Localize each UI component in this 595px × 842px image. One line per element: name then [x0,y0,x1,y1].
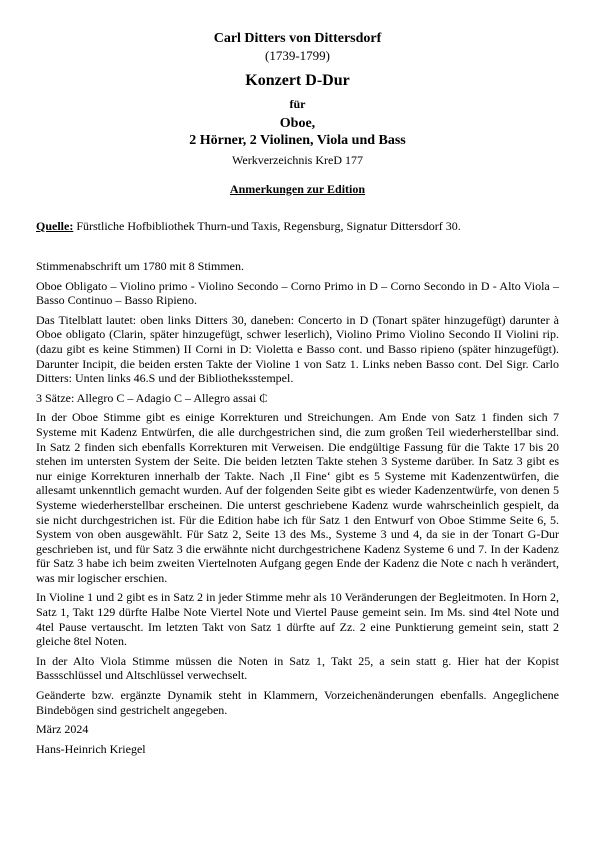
source-text: Fürstliche Hofbibliothek Thurn-und Taxis, Regensburg, Signatur Dittersdorf 30. [73,219,461,233]
date-line: März 2024 [36,722,89,737]
paragraph-violin-horn: In Violine 1 und 2 gibt es in Satz 2 in jeder Stimme mehr als 10 Veränderungen der Begleitmoten. In Horn 2, Satz 1, Takt 129 dürfte Halbe Note Viertel Note und Viertel Pause gemeint sein. Im Ms. sind 4tel Note und 4tel Pause vertauscht. Im letzten Takt von Satz 1 dürfte auf Zz. 2 eine Punktierung gemeint sein, statt 2 gleiche 8tel Noten. [36,590,559,649]
paragraph-movements: 3 Sätze: Allegro C – Adagio C – Allegro assai ₵ [36,390,268,405]
catalog-number: Werkverzeichnis KreD 177 [232,153,363,167]
composer-name: Carl Ditters von Dittersdorf [213,31,382,46]
edition-notes-body [36,259,559,761]
paragraph-viola: In der Alto Viola Stimme müssen die Noten in Satz 1, Takt 25, a sein statt g. Hier hat der Kopist Bassschlüssel und Altschlüssel verwechselt. [36,653,559,683]
paragraph-dynamics: Geänderte bzw. ergänzte Dynamik steht in Klammern, Vorzeichenänderungen ebenfalls. Angeglichene Bindebögen sind gestrichelt angegeben. [36,688,559,717]
source-label: Quelle: [36,219,74,233]
composer-dates: (1739-1799) [265,48,330,63]
author-name: Hans-Heinrich Kriegel [36,741,146,756]
for-label: für [289,97,306,111]
instrumentation-line-1: Oboe, [279,116,316,131]
paragraph-oboe-corrections: In der Oboe Stimme gibt es einige Korrekturen und Streichungen. Am Ende von Satz 1 finden sich 7 Systeme mit Kadenz Entwürfen, die alle durchgestrichen sind, die zum großen Teil wiederherstellbar sind. In Satz 2 finden sich ebenfalls Korrekturen mit Verweisen. Die endgültige Fassung für die Takte 17 bis 20 stehen im untersten System der Seite. Die beiden letzten Takte stehen 3 Systeme darüber. In Satz 3 gibt es nur einige Korrekturen innerhalb der Takte. Nach ‚Il Fine‘ gibt es 5 Systeme mit Kadenzentwürfen, die allesamt unkenntlich gemacht wurden. Auf der folgenden Seite gibt es wieder Kadenzentwürfe, von denen 5 Systeme wiederherstellbar erscheinen. Die unterst geschriebene Kadenz wurde wahrscheinlich gespielt, da sie nicht durchgestrichen ist. Für die Edition habe ich für Satz 1 den Entwurf von Oboe Stimme Seite 6, 5. System von oben ausgewählt. Für Satz 2, Seite 13 des Ms., Systeme 3 und 4, da sie in der Tonart G-Dur geschrieben ist, und für Satz 3 die erwähnte nicht durchgestrichene Kadenz Systeme 6 und 7. In der Kadenz für Satz 3 habe ich beim zweiten Viertelnoten Aufgang gegen Ende der Kadenz die Note c nach h verändert, was mir logischer erschien. [36,410,559,585]
work-title: Konzert D-Dur [245,72,350,89]
paragraph-parts-count: Stimmenabschrift um 1780 mit 8 Stimmen. [36,259,244,273]
source-line [36,219,559,234]
paragraph-parts-list: Oboe Obligato – Violino primo - Violino Secondo – Corno Primo in D – Corno Secondo in D - Alto Viola – Basso Continuo – Basso Ripieno. [36,278,559,308]
edition-notes-heading: Anmerkungen zur Edition [229,182,366,196]
instrumentation-line-2: 2 Hörner, 2 Violinen, Viola und Bass [189,133,406,148]
paragraph-title-page: Das Titelblatt lautet: oben links Ditters 30, daneben: Concerto in D (Tonart später hinzugefügt) darunter à Oboe obligato (Clarin, später hinzugefügt, schwer leserlich), Violino Primo Violino Secondo II Violini rip. (dazu gibt es keine Stimmen) II Corni in D: Violetta e Basso cont. und Basso ripieno (später hinzugefügt). Darunter Incipit, die beiden ersten Takte der Violine 1 von Satz 1. Links neben Basso cont. Del Sigr. Carlo Ditters: Unten links 46.S und der Bibliotheksstempel. [36,312,559,386]
